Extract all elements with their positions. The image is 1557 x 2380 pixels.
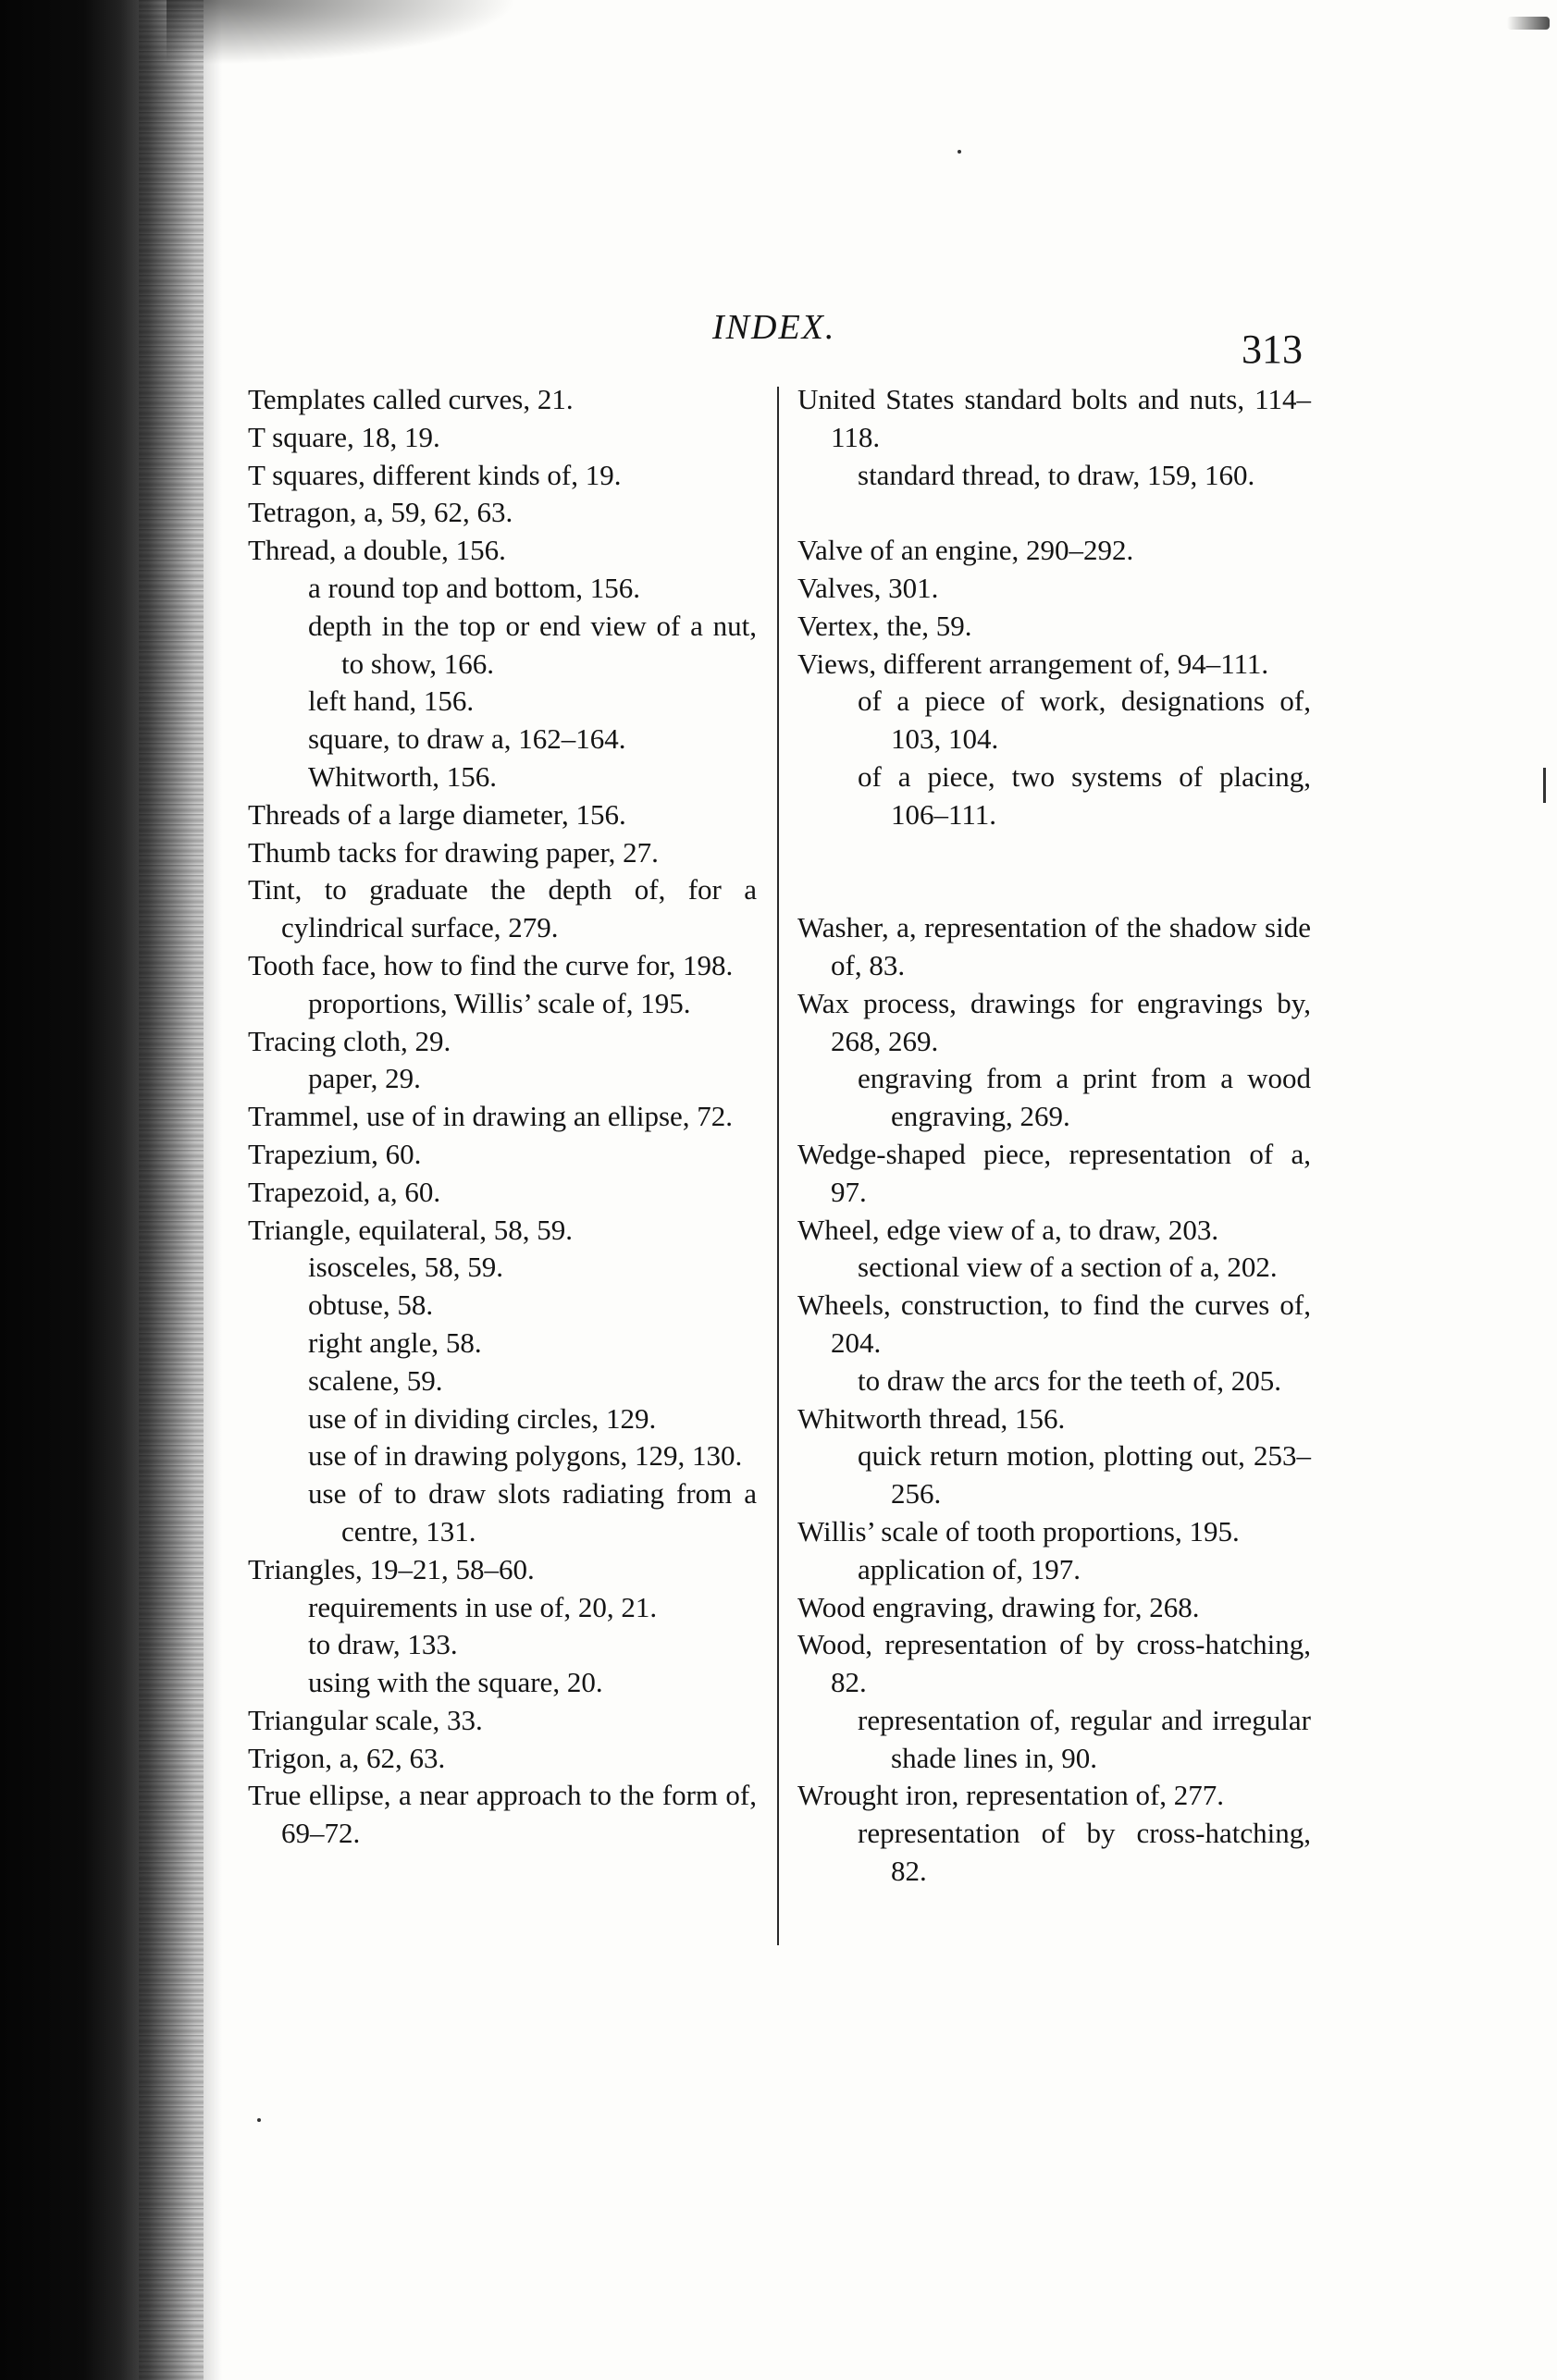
index-subentry: use of in drawing polygons, 129, 130.: [308, 1439, 743, 1473]
index-entry: Triangles, 19–21, 58–60.: [248, 1552, 535, 1585]
index-entry: Tracing cloth, 29.: [248, 1024, 451, 1057]
index-entry: Trapezoid, a, 60.: [248, 1175, 441, 1208]
index-entry: Wood engraving, drawing for, 268.: [797, 1590, 1200, 1623]
index-subentry: representation of, regular and irregular shade lines in, 90.: [858, 1703, 1311, 1774]
index-entry: Triangle, equilateral, 58, 59.: [248, 1213, 573, 1246]
index-subentry: of a piece, two systems of placing, 106–111.: [858, 759, 1311, 831]
index-entry: T squares, different kinds of, 19.: [248, 458, 622, 491]
index-entry: Thumb tacks for drawing paper, 27.: [248, 835, 659, 869]
scan-dot: [958, 150, 961, 154]
index-entry: T square, 18, 19.: [248, 420, 440, 453]
index-subentry: a round top and bottom, 156.: [308, 571, 641, 604]
index-column-right: [797, 381, 1311, 1891]
index-entry: Valve of an engine, 290–292.: [797, 534, 1134, 567]
index-entry: Trammel, use of in drawing an ellipse, 72.: [248, 1100, 734, 1133]
index-subentry: engraving from a print from a wood engraving, 269.: [858, 1062, 1311, 1133]
index-entry: Whitworth thread, 156.: [797, 1401, 1066, 1435]
index-subentry: square, to draw a, 162–164.: [308, 722, 626, 756]
index-entry: Wheels, construction, to find the curves of, 204.: [797, 1289, 1311, 1359]
index-entry: United States standard bolts and nuts, 114–118.: [797, 383, 1311, 453]
index-entry: True ellipse, a near approach to the form of, 69–72.: [248, 1779, 757, 1850]
scan-dot: [257, 2118, 261, 2122]
index-subentry: requirements in use of, 20, 21.: [308, 1590, 658, 1623]
index-entry: Thread, a double, 156.: [248, 534, 506, 567]
index-subentry: proportions, Willis’ scale of, 195.: [308, 986, 691, 1019]
index-entry: Triangular scale, 33.: [248, 1703, 483, 1736]
index-entry: Threads of a large diameter, 156.: [248, 797, 626, 831]
index-subentry: isosceles, 58, 59.: [308, 1251, 503, 1284]
index-subentry: depth in the top or end view of a nut, to show, 166.: [308, 609, 757, 680]
index-gap: [797, 834, 1311, 910]
page-number: 313: [1242, 327, 1303, 372]
index-entry: Wheel, edge view of a, to draw, 203.: [797, 1213, 1219, 1246]
index-entry: Willis’ scale of tooth proportions, 195.: [797, 1514, 1240, 1548]
index-subentry: obtuse, 58.: [308, 1289, 434, 1322]
index-subentry: using with the square, 20.: [308, 1666, 603, 1699]
index-subentry: scalene, 59.: [308, 1363, 443, 1397]
index-column-left: [248, 381, 757, 1853]
index-subentry: application of, 197.: [858, 1552, 1081, 1585]
index-entry: Trigon, a, 62, 63.: [248, 1741, 446, 1774]
index-subentry: to draw, 133.: [308, 1628, 458, 1661]
index-subentry: right angle, 58.: [308, 1326, 482, 1359]
column-divider: [777, 387, 779, 1945]
scan-scuff: [167, 0, 518, 65]
index-subentry: use of to draw slots radiating from a centre, 131.: [308, 1477, 757, 1548]
index-entry: Wax process, drawings for engravings by, 268, 269.: [797, 986, 1311, 1057]
index-gap: [797, 494, 1311, 532]
index-subentry: paper, 29.: [308, 1062, 421, 1095]
scan-mark: [1543, 768, 1546, 803]
index-entry: Wedge-shaped piece, representation of a, 97.: [797, 1137, 1311, 1208]
index-subentry: of a piece of work, designations of, 103, 104.: [858, 684, 1311, 756]
index-entry: Tint, to graduate the depth of, for a cylindrical surface, 279.: [248, 873, 757, 944]
index-entry: Templates called curves, 21.: [248, 383, 574, 415]
index-entry: Valves, 301.: [797, 571, 939, 604]
index-entry: Tooth face, how to find the curve for, 198.: [248, 948, 734, 981]
index-subentry: sectional view of a section of a, 202.: [858, 1251, 1278, 1284]
corner-mark: [1507, 17, 1550, 30]
index-subentry: left hand, 156.: [308, 684, 475, 718]
index-subentry: standard thread, to draw, 159, 160.: [858, 458, 1255, 491]
index-entry: Wrought iron, representation of, 277.: [797, 1779, 1225, 1812]
binding-speckle: [139, 0, 204, 2380]
running-head: INDEX.: [712, 308, 836, 347]
index-entry: Washer, a, representation of the shadow side of, 83.: [797, 911, 1311, 981]
index-subentry: use of in dividing circles, 129.: [308, 1401, 657, 1435]
index-subentry: Whitworth, 156.: [308, 759, 498, 793]
index-entry: Views, different arrangement of, 94–111.: [797, 647, 1269, 680]
index-entry: Vertex, the, 59.: [797, 609, 972, 642]
index-subentry: to draw the arcs for the teeth of, 205.: [858, 1363, 1281, 1397]
index-entry: Tetragon, a, 59, 62, 63.: [248, 496, 513, 529]
index-entry: Wood, representation of by cross-hatching, 82.: [797, 1628, 1311, 1699]
index-entry: Trapezium, 60.: [248, 1137, 422, 1170]
index-subentry: quick return motion, plotting out, 253–256.: [858, 1439, 1311, 1511]
index-subentry: representation of by cross-hatching, 82.: [858, 1817, 1311, 1888]
